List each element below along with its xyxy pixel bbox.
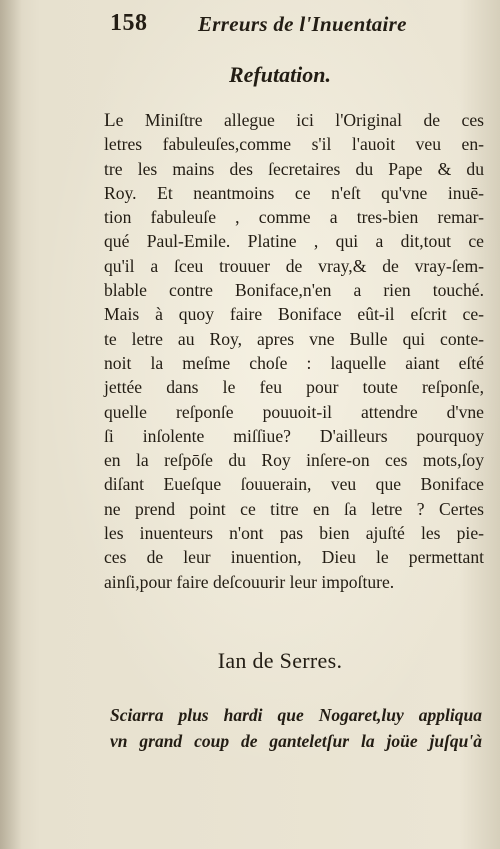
section-title: Refutation. xyxy=(228,62,332,87)
text-line: tre les mains des ſecretaires du Pape & du xyxy=(104,158,484,179)
quote-line: vn grand coup de ganteletſur la joüe juſqu'à xyxy=(110,731,482,751)
quoted-passage xyxy=(110,702,482,754)
text-line: ſi inſolente miſſiue? D'ailleurs pourquoy xyxy=(104,425,484,446)
text-line: ces de leur inuention, Dieu le permettant xyxy=(104,547,484,568)
text-line: tion fabuleuſe , comme a tres-bien remar- xyxy=(104,207,484,228)
text-line: en la reſpōſe du Roy inſere-on ces mots,ſoy xyxy=(104,450,484,471)
text-line: letres fabuleuſes,comme s'il l'auoit veu en- xyxy=(104,134,484,155)
text-line: ainſi,pour faire deſcouurir leur impoſture. xyxy=(104,571,395,592)
text-line: te letre au Roy, apres vne Bulle qui conte- xyxy=(104,328,484,349)
page-number: 158 xyxy=(110,10,148,36)
quote-line: Sciarra plus hardi que Nogaret,luy appliqua xyxy=(110,705,482,725)
text-line: jettée dans le feu pour toute reſponſe, xyxy=(104,377,484,398)
author-heading: Ian de Serres. xyxy=(217,648,343,673)
text-line: diſant Eueſque ſouuerain, veu que Boniface xyxy=(104,474,484,495)
text-line: blable contre Boniface,n'en a rien touché. xyxy=(104,280,484,301)
page-header xyxy=(100,6,460,46)
refutation-paragraph xyxy=(104,108,484,594)
text-line: ne prend point ce titre en ſa letre ? Certes xyxy=(104,498,484,519)
gutter-shadow xyxy=(0,0,22,849)
text-line: Mais à quoy faire Boniface eût-il eſcrit ce- xyxy=(104,304,484,325)
text-line: Roy. Et neantmoins ce n'eſt qu'vne inuē- xyxy=(104,182,484,203)
text-line: les inuenteurs n'ont pas bien ajuſté les pie- xyxy=(104,523,484,544)
running-head: Erreurs de l'Inuentaire xyxy=(198,12,407,36)
text-line: noit la meſme choſe : laquelle aiant eſté xyxy=(104,352,484,373)
text-line: qué Paul-Emile. Platine , qui a dit,tout ce xyxy=(104,231,484,252)
text-line: qu'il a ſceu trouuer de vray,& de vray-ſem- xyxy=(104,255,484,276)
text-line: Le Miniſtre allegue ici l'Original de ces xyxy=(104,110,484,131)
text-line: quelle reſponſe pouuoit-il attendre d'vne xyxy=(104,401,484,422)
